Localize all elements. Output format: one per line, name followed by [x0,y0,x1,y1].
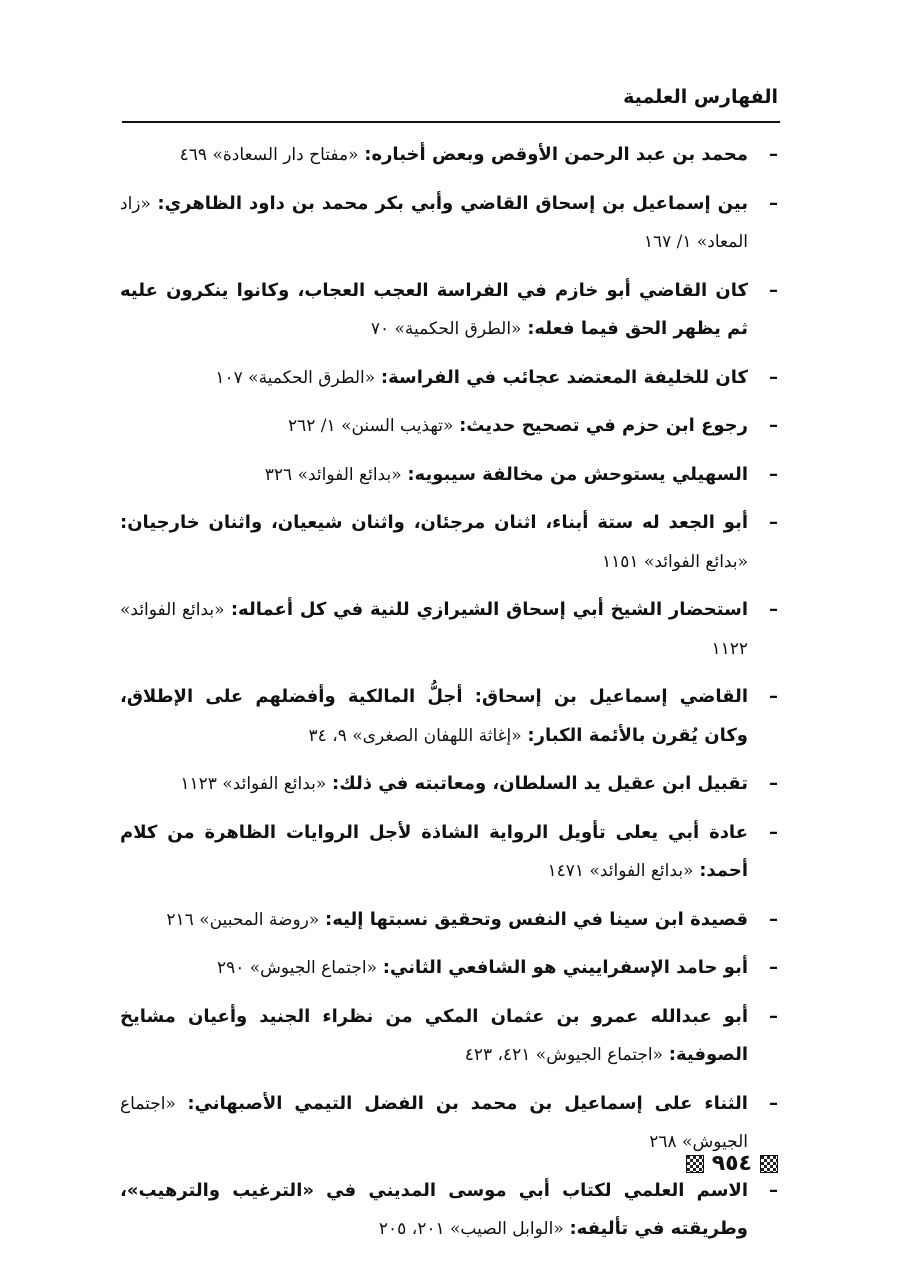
index-entry [120,407,778,446]
entry-topic: رجوع ابن حزم في تصحيح حديث: [459,415,748,436]
index-entries [120,136,778,1259]
entry-topic: استحضار الشيخ أبي إسحاق الشيرازي للنية في كل أعماله: [230,599,748,620]
index-entry [120,901,778,940]
index-entry [120,1085,778,1162]
ornament-icon [760,1155,778,1173]
entry-topic: قصيدة ابن سينا في النفس وتحقيق نسبتها إليه: [325,908,748,930]
entry-dash: – [769,279,778,301]
entry-reference: «مفتاح دار السعادة» ٤٦٩ [179,145,359,165]
entry-reference: «اجتماع الجيوش» ٢٦٨ [120,1093,748,1152]
entry-reference: «تهذيب السنن» ١/ ٢٦٢ [288,416,454,436]
entry-dash: – [769,463,778,485]
entry-dash: – [769,512,778,533]
index-entry [120,591,778,668]
index-entry [120,456,778,495]
entry-dash: – [769,366,778,388]
index-entry [120,949,778,988]
index-entry [120,814,778,891]
entry-dash: – [769,908,778,930]
entry-reference: «بدائع الفوائد» ١١٥١ [602,551,748,572]
index-entry [120,765,778,804]
index-entry [120,1172,778,1249]
page-number: ٩٥٤ [711,1151,752,1176]
entry-topic: أبو الجعد له ستة أبناء، اثنان مرجئان، واثنان شيعيان، واثنان خارجيان: [120,512,748,533]
entry-topic: القاضي إسماعيل بن إسحاق: أجلُّ المالكية وأفضلهم على الإطلاق، وكان يُقرن بالأئمة الكبار: [120,686,748,746]
entry-topic: الاسم العلمي لكتاب أبي موسى المديني في «الترغيب والترهيب»، وطريقته في تأليفه: [120,1179,748,1239]
running-header: الفهارس العلمية [623,86,778,108]
entry-topic: الثناء على إسماعيل بن محمد بن الفضل التيمي الأصبهاني: [187,1092,748,1114]
entry-topic: عادة أبي يعلى تأويل الرواية الشاذة لأجل الروايات الظاهرة من كلام أحمد: [120,821,748,881]
entry-dash: – [769,599,778,620]
entry-topic: السهيلي يستوحش من مخالفة سيبويه: [407,463,748,485]
entry-topic: محمد بن عبد الرحمن الأوقص وبعض أخباره: [364,144,748,165]
entry-reference: «الطرق الحكمية» ٧٠ [370,319,522,339]
entry-reference: «بدائع الفوائد» ٣٢٦ [264,464,402,485]
entry-dash: – [769,192,778,214]
entry-dash: – [769,1092,778,1114]
entry-reference: «إغاثة اللهفان الصغرى» ٩، ٣٤ [308,725,522,746]
entry-dash: – [769,415,778,436]
index-entry [120,998,778,1075]
entry-topic: تقبيل ابن عقيل يد السلطان، ومعاتبته في ذلك: [332,773,748,794]
entry-reference: «زاد المعاد» ١/ ١٦٧ [120,193,748,252]
ornament-icon [686,1155,704,1173]
index-entry [120,678,778,755]
index-entry [120,359,778,398]
entry-dash: – [769,957,778,978]
entry-reference: «اجتماع الجيوش» ٤٢١، ٤٢٣ [464,1045,664,1065]
entry-topic: أبو عبدالله عمرو بن عثمان المكي من نظراء الجنيد وأعيان مشايخ الصوفية: [120,1005,748,1065]
entry-reference: «الوابل الصيب» ٢٠١، ٢٠٥ [378,1219,564,1239]
entry-reference: «روضة المحبين» ٢١٦ [166,909,320,930]
entry-topic: أبو حامد الإسفراييني هو الشافعي الثاني: [382,957,748,978]
entry-dash: – [769,686,778,707]
entry-reference: «بدائع الفوائد» ١١٢٣ [180,774,327,794]
page-footer [686,1152,778,1176]
entry-reference: «اجتماع الجيوش» ٢٩٠ [216,958,378,978]
index-entry [120,185,778,262]
index-entry [120,504,778,581]
entry-dash: – [769,144,778,165]
index-entry [120,136,778,175]
entry-dash: – [769,773,778,794]
entry-topic: كان للخليفة المعتضد عجائب في الفراسة: [380,366,748,388]
entry-reference: «بدائع الفوائد» ١٤٧١ [547,861,694,881]
entry-topic: كان القاضي أبو خازم في الفراسة العجب العجاب، وكانوا ينكرون عليه ثم يظهر الحق فيما فعله: [120,279,748,339]
header-rule [122,121,780,123]
entry-dash: – [769,1179,778,1201]
entry-topic: بين إسماعيل بن إسحاق القاضي وأبي بكر محمد بن داود الظاهري: [157,192,748,214]
entry-reference: «بدائع الفوائد» ١١٢٢ [120,600,748,659]
entry-reference: «الطرق الحكمية» ١٠٧ [215,367,376,388]
index-entry [120,272,778,349]
entry-dash: – [769,1005,778,1027]
entry-dash: – [769,821,778,843]
